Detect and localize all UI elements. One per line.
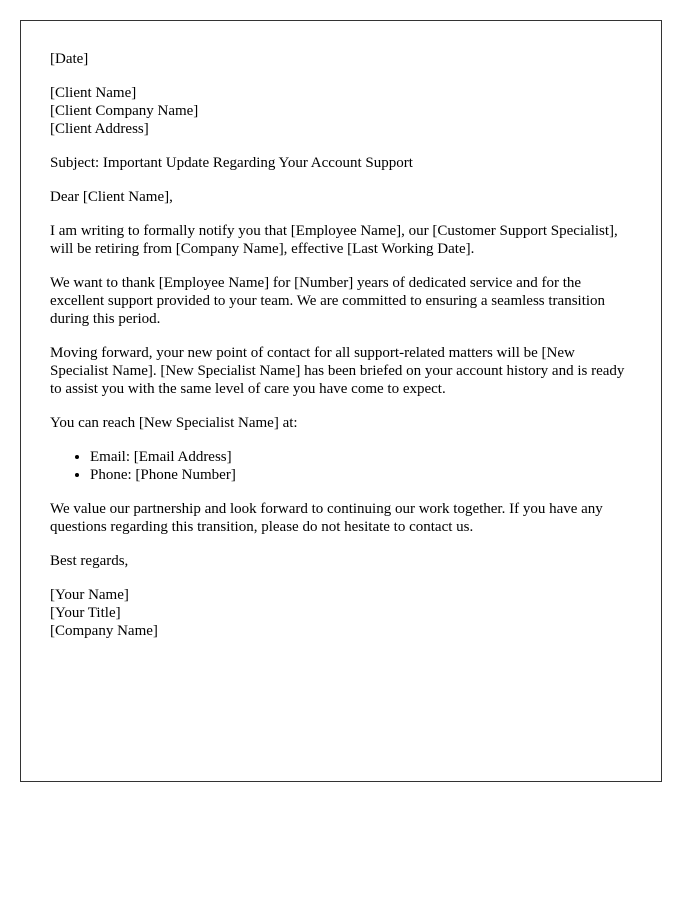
recipient-company: [Client Company Name] <box>50 103 199 119</box>
contact-phone: • Phone: [Phone Number] <box>90 466 633 484</box>
closing: Best regards, <box>50 553 129 569</box>
subject-line: Subject: Important Update Regarding Your Account Support <box>50 155 413 171</box>
paragraph-reach: You can reach [New Specialist Name] at: <box>50 415 298 431</box>
letter <box>20 20 662 782</box>
paragraph-thanks: We want to thank [Employee Name] for [Number] years of dedicated service and for the excellent support provided to your team. We are committed to ensuring a seamless transition during this period. <box>50 275 606 327</box>
signature-name: [Your Name] <box>50 587 129 603</box>
recipient-block <box>50 84 633 138</box>
paragraph-closing: We value our partnership and look forward to continuing our work together. If you have any questions regarding this transition, please do not hesitate to contact us. <box>50 501 603 535</box>
salutation: Dear [Client Name], <box>50 189 173 205</box>
recipient-address: [Client Address] <box>50 121 149 137</box>
date: [Date] <box>50 51 89 67</box>
paragraph-notice: I am writing to formally notify you that [Employee Name], our [Customer Support Specialist], will be retiring from [Company Name], effective [Last Working Date]. <box>50 223 618 257</box>
recipient-name: [Client Name] <box>50 85 137 101</box>
paragraph-new-contact: Moving forward, your new point of contact for all support-related matters will be [New Specialist Name]. [New Specialist Name] has been briefed on your account history and is ready to assist you with the same level of care you have come to expect. <box>50 345 625 397</box>
signature-title: [Your Title] <box>50 605 121 621</box>
contact-email: • Email: [Email Address] <box>90 448 633 466</box>
signature-company: [Company Name] <box>50 623 158 639</box>
signature-block <box>50 586 633 640</box>
contact-list <box>50 448 633 484</box>
